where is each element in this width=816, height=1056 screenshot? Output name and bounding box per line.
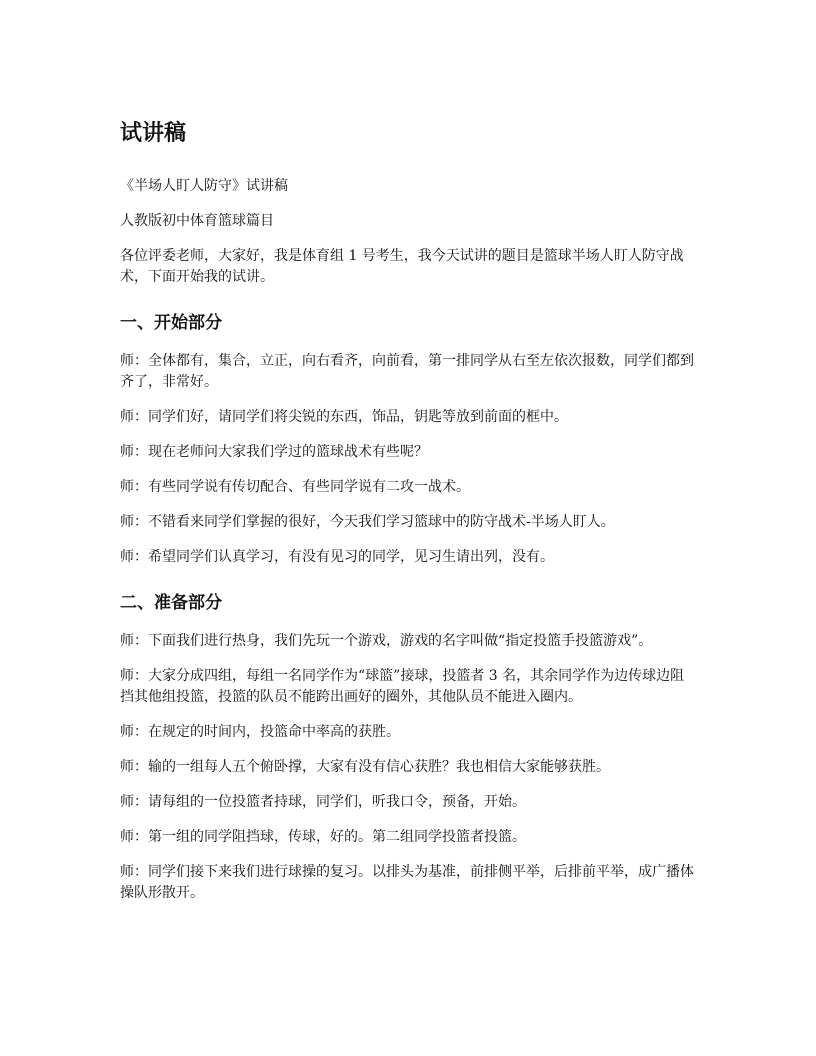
dialogue-paragraph: 师：希望同学们认真学习，有没有见习的同学，见习生请出列，没有。 [120, 549, 554, 565]
dialogue-paragraph: 师：现在老师问大家我们学过的篮球战术有些呢？ [120, 444, 428, 460]
dialogue-paragraph: 师：在规定的时间内，投篮命中率高的获胜。 [120, 724, 400, 740]
dialogue-paragraph: 师：下面我们进行热身，我们先玩一个游戏，游戏的名字叫做“指定投篮手投篮游戏”。 [120, 633, 653, 649]
textbook-line: 人教版初中体育篮球篇目 [120, 213, 274, 229]
section-heading-start: 一、开始部分 [120, 313, 222, 333]
dialogue-paragraph: 师：同学们接下来我们进行球操的复习。以排头为基准，前排侧平举，后排前平举，成广播体操队形散开。 [120, 864, 694, 901]
dialogue-paragraph: 师：全体都有，集合，立正，向右看齐，向前看，第一排同学从右至左依次报数，同学们都到齐了，非常好。 [120, 353, 694, 390]
dialogue-paragraph: 师：输的一组每人五个俯卧撑，大家有没有信心获胜？我也相信大家能够获胜。 [120, 759, 610, 775]
dialogue-paragraph: 师：有些同学说有传切配合、有些同学说有二攻一战术。 [120, 479, 470, 495]
document-page [120, 118, 696, 918]
dialogue-paragraph: 师：第一组的同学阻挡球，传球，好的。第二组同学投篮者投篮。 [120, 829, 526, 845]
section-heading-prepare: 二、准备部分 [120, 593, 222, 613]
dialogue-paragraph: 师：同学们好，请同学们将尖锐的东西，饰品，钥匙等放到前面的框中。 [120, 409, 568, 425]
opening-statement: 各位评委老师，大家好，我是体育组 1 号考生，我今天试讲的题目是篮球半场人盯人防守战术，下面开始我的试讲。 [120, 248, 684, 285]
dialogue-paragraph: 师：大家分成四组，每组一名同学作为“球篮”接球，投篮者 3 名，其余同学作为边传球边阻挡其他组投篮，投篮的队员不能跨出画好的圈外，其他队员不能进入圈内。 [120, 668, 685, 705]
dialogue-paragraph: 师：请每组的一位投篮者持球，同学们，听我口令，预备，开始。 [120, 794, 526, 810]
document-title: 试讲稿 [120, 121, 187, 146]
dialogue-paragraph: 师：不错看来同学们掌握的很好，今天我们学习篮球中的防守战术-半场人盯人。 [120, 514, 615, 530]
lesson-title-line: 《半场人盯人防守》试讲稿 [120, 178, 288, 194]
